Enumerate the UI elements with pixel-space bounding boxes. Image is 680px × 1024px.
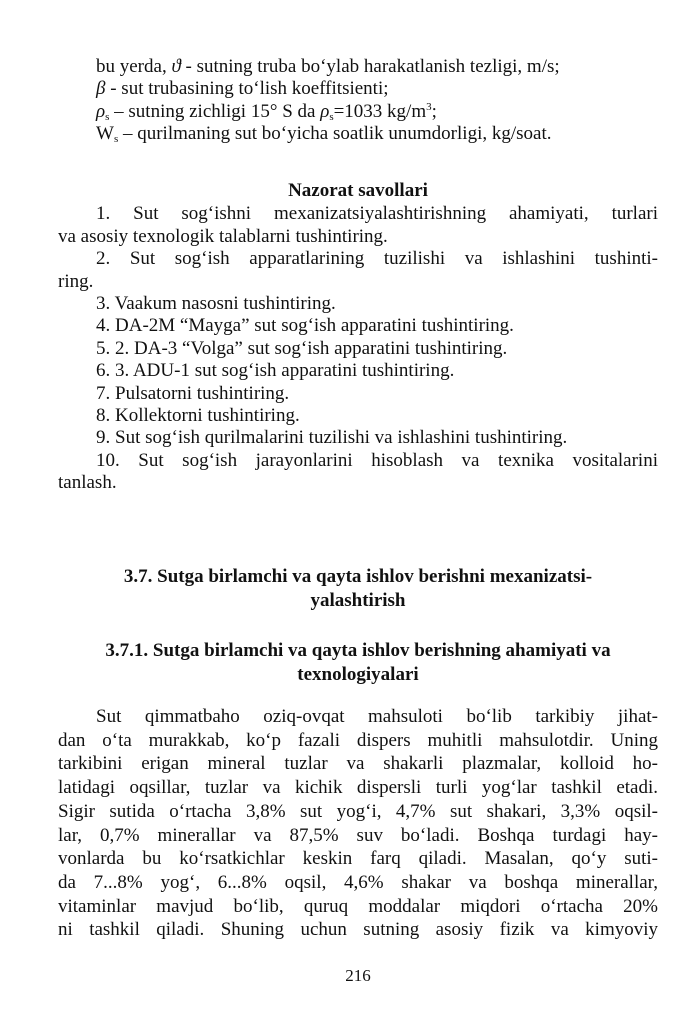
note-density: $\rho_s$ – sutning zichligi 15° S da $\rho_s=1033$ $kg/m^3$; [96, 100, 437, 123]
body-paragraph [58, 705, 658, 942]
questions-title: Nazorat savollari [288, 180, 428, 201]
body-line: vonlarda bu ko‘rsatkichlar keskin farq qiladi. Masalan, qo‘y suti- [58, 848, 658, 870]
body-line: ni tashkil qiladi. Shuning uchun sutning asosiy fizik va kimyoviy [58, 919, 658, 941]
review-questions [58, 180, 658, 495]
formula-notes [58, 56, 658, 146]
body-line: Sut qimmatbaho oziq-ovqat mahsuloti bo‘lib tarkibiy jihat- [96, 706, 658, 727]
page-number: 216 [345, 966, 371, 985]
note-fill-coefficient: β - sut trubasining to‘lish koeffitsienti; [96, 78, 389, 100]
section-heading [58, 565, 658, 613]
question-6: 6. 3. ADU-1 sut sog‘ish apparatini tushintiring. [96, 360, 455, 382]
body-line: tarkibini erigan mineral tuzlar va shakarli plazmalar, kolloid ho- [58, 753, 658, 775]
subsection-title-line-1: 3.7.1. Sutga birlamchi va qayta ishlov berishning ahamiyati va [105, 640, 611, 661]
question-8: 8. Kollektorni tushintiring. [96, 405, 300, 427]
body-line: lar, 0,7% minerallar va 87,5% suv bo‘ladi. Boshqa turdagi hay- [58, 824, 658, 846]
body-line: da 7...8% yog‘, 6...8% oqsil, 4,6% shakar va boshqa minerallar, [58, 871, 658, 893]
question-3: 3. Vaakum nasosni tushintiring. [96, 293, 336, 315]
question-10-line-2: tanlash. [58, 472, 117, 494]
subsection-heading [58, 639, 658, 687]
section-title-line-1: 3.7. Sutga birlamchi va qayta ishlov berishni mexanizatsi- [123, 566, 593, 587]
body-line: dan o‘ta murakkab, ko‘p fazali dispers muhitli mahsulotdir. Uning [58, 729, 658, 751]
question-10-line-1: 10. Sut sog‘ish jarayonlarini hisoblash va texnika vositalarini [96, 449, 658, 471]
body-line: Sigir sutida o‘rtacha 3,8% sut yog‘i, 4,7% sut shakari, 3,3% oqsil- [58, 800, 658, 822]
note-velocity: bu yerda, ϑ - sutning truba bo‘ylab harakatlanish tezligi, m/s; [96, 56, 560, 77]
body-line: vitaminlar mavjud bo‘lib, quruq moddalar miqdori o‘rtacha 20% [58, 895, 658, 917]
subsection-title-line-2: texnologiyalari [297, 664, 419, 685]
question-1-line-1: 1. Sut sog‘ishni mexanizatsiyalashtirishning ahamiyati, turlari [96, 203, 658, 225]
question-2-line-1: 2. Sut sog‘ish apparatlarining tuzilishi va ishlashini tushinti- [96, 248, 658, 270]
question-4: 4. DA-2M “Mayga” sut sog‘ish apparatini tushintiring. [96, 315, 514, 337]
question-5: 5. 2. DA-3 “Volga” sut sog‘ish apparatini tushintiring. [96, 337, 508, 359]
note-productivity: $W_s$ – qurilmaning sut bo‘yicha soatlik unumdorligi, kg/soat. [96, 123, 552, 146]
question-2-line-2: ring. [58, 270, 94, 292]
question-9: 9. Sut sog‘ish qurilmalarini tuzilishi va ishlashini tushintiring. [96, 427, 568, 449]
section-title-line-2: yalashtirish [310, 590, 406, 611]
question-1-line-2: va asosiy texnologik talablarni tushintiring. [58, 225, 388, 247]
body-line: latidagi oqsillar, tuzlar va kichik dispersli turli yog‘lar tashkil etadi. [58, 777, 658, 799]
question-7: 7. Pulsatorni tushintiring. [96, 382, 290, 404]
